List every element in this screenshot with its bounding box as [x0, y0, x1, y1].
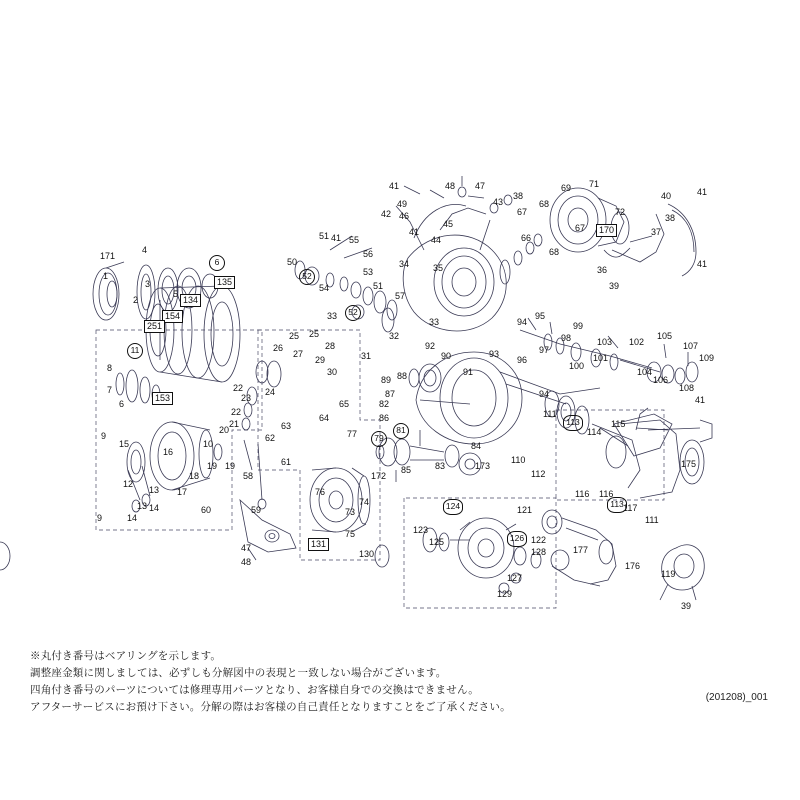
part-number-label: 108 — [679, 383, 695, 393]
bearing-label: 124 — [443, 499, 463, 515]
part-number-label: 27 — [293, 349, 304, 359]
part-number-label: 48 — [445, 181, 456, 191]
part-number-label: 38 — [513, 191, 524, 201]
part-number-label: 23 — [241, 393, 252, 403]
part-number-label: 24 — [265, 387, 276, 397]
part-number-label: 125 — [429, 537, 445, 547]
bearing-label: 81 — [393, 423, 409, 439]
part-number-label: 109 — [699, 353, 715, 363]
part-number-label: 85 — [401, 465, 412, 475]
part-number-label: 68 — [539, 199, 550, 209]
part-number-label: 62 — [265, 433, 276, 443]
part-number-label: 176 — [625, 561, 641, 571]
part-number-label: 6 — [119, 399, 125, 409]
part-number-label: 58 — [243, 471, 254, 481]
part-number-label: 19 — [225, 461, 236, 471]
part-number-label: 74 — [359, 497, 370, 507]
part-number-label: 3 — [145, 279, 151, 289]
part-number-label: 41 — [695, 395, 706, 405]
part-number-label: 7 — [107, 385, 113, 395]
part-number-label: 36 — [597, 265, 608, 275]
part-number-label: 105 — [657, 331, 673, 341]
part-number-label: 64 — [319, 413, 330, 423]
part-number-label: 59 — [251, 505, 262, 515]
bearing-label: 113 — [563, 415, 583, 431]
part-number-label: 13 — [137, 501, 148, 511]
part-number-label: 99 — [573, 321, 584, 331]
part-number-label: 172 — [371, 471, 387, 481]
part-number-label: 41 — [331, 233, 342, 243]
bearing-label: 113 — [607, 497, 627, 513]
service-part-label: 134 — [180, 294, 201, 307]
part-number-label: 9 — [101, 431, 107, 441]
part-number-label: 96 — [517, 355, 528, 365]
footnote-line-1: ※丸付き番号はベアリングを示します。 — [30, 650, 222, 662]
part-number-label: 63 — [281, 421, 292, 431]
footnotes — [30, 648, 670, 716]
part-number-label: 130 — [359, 549, 375, 559]
bearing-label: 11 — [127, 343, 143, 359]
part-number-label: 50 — [287, 257, 298, 267]
part-number-label: 47 — [241, 543, 252, 553]
service-part-label: 251 — [144, 320, 165, 333]
part-number-label: 90 — [441, 351, 452, 361]
part-number-label: 65 — [339, 399, 350, 409]
part-number-label: 75 — [345, 529, 356, 539]
part-number-label: 92 — [425, 341, 436, 351]
part-number-label: 37 — [651, 227, 662, 237]
part-number-label: 83 — [435, 461, 446, 471]
part-number-label: 51 — [319, 231, 330, 241]
part-number-label: 14 — [127, 513, 138, 523]
part-number-label: 88 — [397, 371, 408, 381]
bearing-label: 52 — [345, 305, 361, 321]
part-number-label: 107 — [683, 341, 699, 351]
footnote-line-4: アフターサービスにお預け下さい。分解の際はお客様の自己責任となりますことをご了承ください。 — [30, 701, 511, 713]
part-number-label: 45 — [443, 219, 454, 229]
part-number-label: 21 — [229, 419, 240, 429]
part-number-label: 33 — [327, 311, 338, 321]
part-number-label: 127 — [507, 573, 523, 583]
part-number-label: 104 — [637, 367, 653, 377]
part-number-label: 16 — [163, 447, 174, 457]
part-number-label: 57 — [395, 291, 406, 301]
part-number-label: 175 — [681, 459, 697, 469]
part-number-label: 1 — [103, 271, 109, 281]
bearing-label: 126 — [507, 531, 527, 547]
part-number-label: 111 — [645, 515, 659, 525]
part-number-label: 100 — [569, 361, 585, 371]
service-part-label: 135 — [214, 276, 235, 289]
part-number-label: 116 — [599, 489, 614, 499]
bearing-label: 52 — [299, 269, 315, 285]
part-number-label: 93 — [489, 349, 500, 359]
part-number-label: 67 — [575, 223, 586, 233]
part-number-label: 55 — [349, 235, 360, 245]
part-number-label: 32 — [389, 331, 400, 341]
part-number-label: 31 — [361, 351, 372, 361]
part-number-label: 123 — [413, 525, 429, 535]
part-number-label: 30 — [327, 367, 338, 377]
part-number-label: 110 — [511, 455, 526, 465]
part-number-label: 2 — [133, 295, 139, 305]
part-number-label: 87 — [385, 389, 396, 399]
part-number-label: 95 — [535, 311, 546, 321]
part-number-label: 42 — [381, 209, 392, 219]
part-number-label: 66 — [521, 233, 532, 243]
part-number-label: 28 — [325, 341, 336, 351]
part-number-label: 82 — [379, 399, 390, 409]
part-number-label: 39 — [609, 281, 620, 291]
part-number-label: 101 — [593, 353, 609, 363]
part-number-label: 8 — [107, 363, 113, 373]
part-number-label: 41 — [389, 181, 400, 191]
footnote-line-3: 四角付き番号のパーツについては修理専用パーツとなり、お客様自身での交換はできません。 — [30, 684, 479, 696]
part-number-label: 35 — [433, 263, 444, 273]
part-number-label: 51 — [373, 281, 384, 291]
part-number-label: 128 — [531, 547, 547, 557]
part-number-label: 18 — [189, 471, 200, 481]
part-number-label: 33 — [429, 317, 440, 327]
document-code: (201208)_001 — [705, 692, 768, 703]
part-number-label: 29 — [315, 355, 326, 365]
part-number-label: 177 — [573, 545, 589, 555]
part-number-label: 15 — [119, 439, 130, 449]
part-number-label: 34 — [399, 259, 410, 269]
part-number-label: 43 — [493, 197, 504, 207]
part-number-label: 72 — [615, 207, 626, 217]
part-number-label: 12 — [123, 479, 134, 489]
part-number-label: 48 — [241, 557, 252, 567]
bearing-label: 79 — [371, 431, 387, 447]
part-number-label: 117 — [623, 503, 638, 513]
part-number-label: 44 — [431, 235, 442, 245]
part-number-label: 19 — [207, 461, 218, 471]
part-number-label: 111 — [543, 409, 557, 419]
service-part-label: 131 — [308, 538, 329, 551]
part-number-label: 61 — [281, 457, 292, 467]
part-number-label: 173 — [475, 461, 491, 471]
part-number-label: 121 — [517, 505, 533, 515]
part-number-label: 116 — [575, 489, 590, 499]
part-number-label: 102 — [629, 337, 645, 347]
part-number-label: 129 — [497, 589, 513, 599]
part-number-label: 54 — [319, 283, 330, 293]
part-number-label: 76 — [315, 487, 326, 497]
part-number-label: 41 — [697, 187, 708, 197]
part-number-label: 56 — [363, 249, 374, 259]
part-number-label: 97 — [539, 345, 550, 355]
part-number-label: 103 — [597, 337, 613, 347]
part-number-label: 9 — [97, 513, 103, 523]
part-number-label: 86 — [379, 413, 390, 423]
footnote-line-2: 調整座金類に関しましては、必ずしも分解図中の表現と一致しない場合がございます。 — [30, 667, 447, 679]
part-number-label: 171 — [100, 251, 116, 261]
part-number-label: 38 — [665, 213, 676, 223]
part-number-label: 25 — [309, 329, 320, 339]
part-number-label: 67 — [517, 207, 528, 217]
part-number-label: 39 — [681, 601, 692, 611]
part-number-label: 73 — [345, 507, 356, 517]
part-number-label: 98 — [561, 333, 572, 343]
service-part-label: 153 — [152, 392, 173, 405]
part-number-label: 10 — [203, 439, 214, 449]
part-number-label: 22 — [233, 383, 244, 393]
part-number-label: 94 — [517, 317, 528, 327]
part-number-label: 53 — [363, 267, 374, 277]
part-number-label: 71 — [589, 179, 600, 189]
part-number-label: 41 — [697, 259, 708, 269]
part-number-label: 119 — [661, 569, 676, 579]
part-number-label: 41 — [409, 227, 420, 237]
part-number-label: 91 — [463, 367, 474, 377]
part-number-label: 94 — [539, 389, 550, 399]
part-number-label: 114 — [587, 427, 602, 437]
part-number-label: 5 — [173, 289, 179, 299]
part-number-label: 84 — [471, 441, 482, 451]
part-number-label: 26 — [273, 343, 284, 353]
part-number-label: 20 — [219, 425, 230, 435]
bearing-label: 6 — [209, 255, 225, 271]
part-number-label: 77 — [347, 429, 358, 439]
part-number-label: 106 — [653, 375, 669, 385]
part-number-label: 69 — [561, 183, 572, 193]
part-number-label: 4 — [142, 245, 148, 255]
part-number-label: 17 — [177, 487, 188, 497]
part-number-label: 68 — [549, 247, 560, 257]
part-number-label: 122 — [531, 535, 547, 545]
part-number-label: 25 — [289, 331, 300, 341]
part-number-label: 14 — [149, 503, 160, 513]
service-part-label: 154 — [162, 310, 183, 323]
part-number-label: 60 — [201, 505, 212, 515]
part-number-label: 13 — [149, 485, 160, 495]
part-number-label: 49 — [397, 199, 408, 209]
part-number-label: 115 — [611, 419, 626, 429]
part-number-label: 46 — [399, 211, 410, 221]
part-number-label: 40 — [661, 191, 672, 201]
part-number-label: 112 — [531, 469, 546, 479]
part-number-label: 22 — [231, 407, 242, 417]
part-number-label: 47 — [475, 181, 486, 191]
part-number-label: 89 — [381, 375, 392, 385]
service-part-label: 170 — [596, 224, 617, 237]
